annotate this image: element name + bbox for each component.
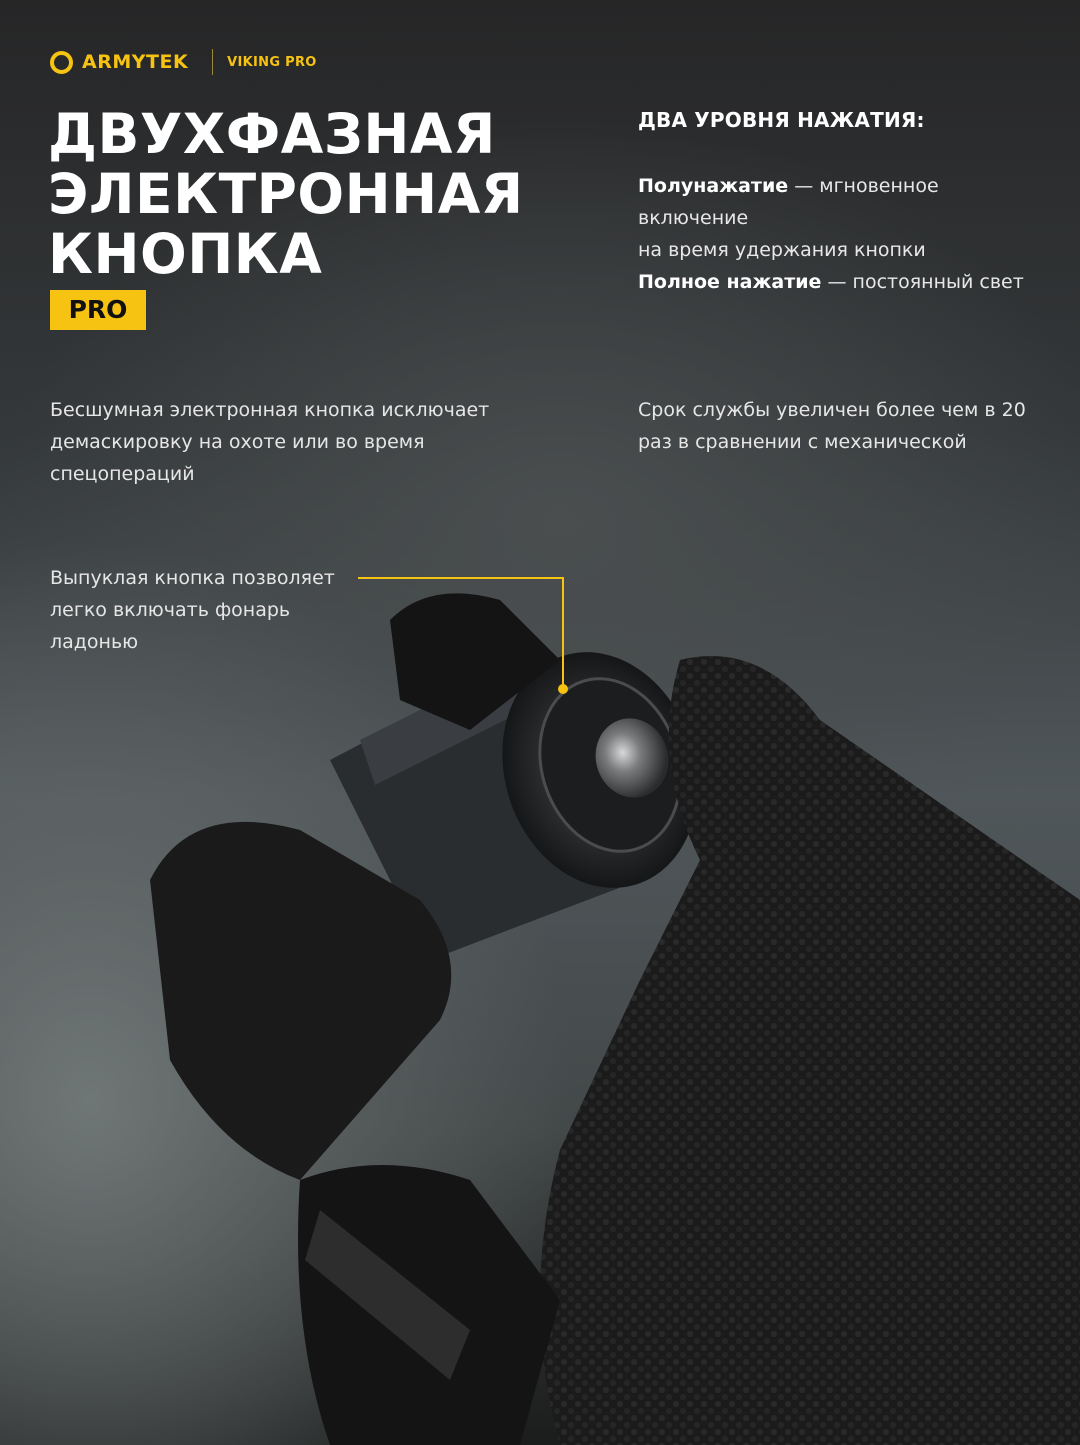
press-levels-description: [638, 170, 1058, 298]
half-press-line: включение: [638, 207, 749, 229]
feature-line: Выпуклая кнопка позволяет: [50, 567, 335, 589]
full-press-text: — постоянный свет: [821, 271, 1024, 293]
feature-line: спецопераций: [50, 463, 195, 485]
feature-line: демаскировку на охоте или во время: [50, 431, 425, 453]
feature-line: Срок службы увеличен более чем в 20: [638, 399, 1026, 421]
press-levels-title: ДВА УРОВНЯ НАЖАТИЯ:: [638, 108, 925, 132]
half-press-line: [638, 170, 1058, 202]
full-press-line: [638, 266, 1058, 298]
pro-badge: PRO: [50, 290, 146, 330]
headline-line: ДВУХФАЗНАЯ: [48, 102, 496, 166]
headline-line: КНОПКА: [48, 222, 323, 286]
feature-line: раз в сравнении с механической: [638, 431, 967, 453]
headline-line: ЭЛЕКТРОННАЯ: [48, 162, 524, 226]
feature-line: легко включать фонарь: [50, 599, 291, 621]
convex-button-feature: [50, 562, 335, 658]
brand-divider: [212, 49, 213, 75]
model-name: VIKING PRO: [227, 54, 317, 70]
half-press-text: — мгновенное: [788, 175, 939, 197]
brand-name: ARMYTEK: [82, 51, 189, 73]
half-press-line: на время удержания кнопки: [638, 239, 926, 261]
lifetime-feature: [638, 394, 1026, 458]
brand-bar: [50, 48, 317, 76]
silent-button-feature: [50, 394, 489, 490]
feature-line: ладонью: [50, 631, 139, 653]
full-press-label: Полное нажатие: [638, 271, 822, 293]
feature-line: Бесшумная электронная кнопка исключает: [50, 399, 490, 421]
armytek-logo-icon: [50, 51, 73, 74]
headline: [48, 104, 524, 284]
half-press-label: Полунажатие: [638, 175, 789, 197]
